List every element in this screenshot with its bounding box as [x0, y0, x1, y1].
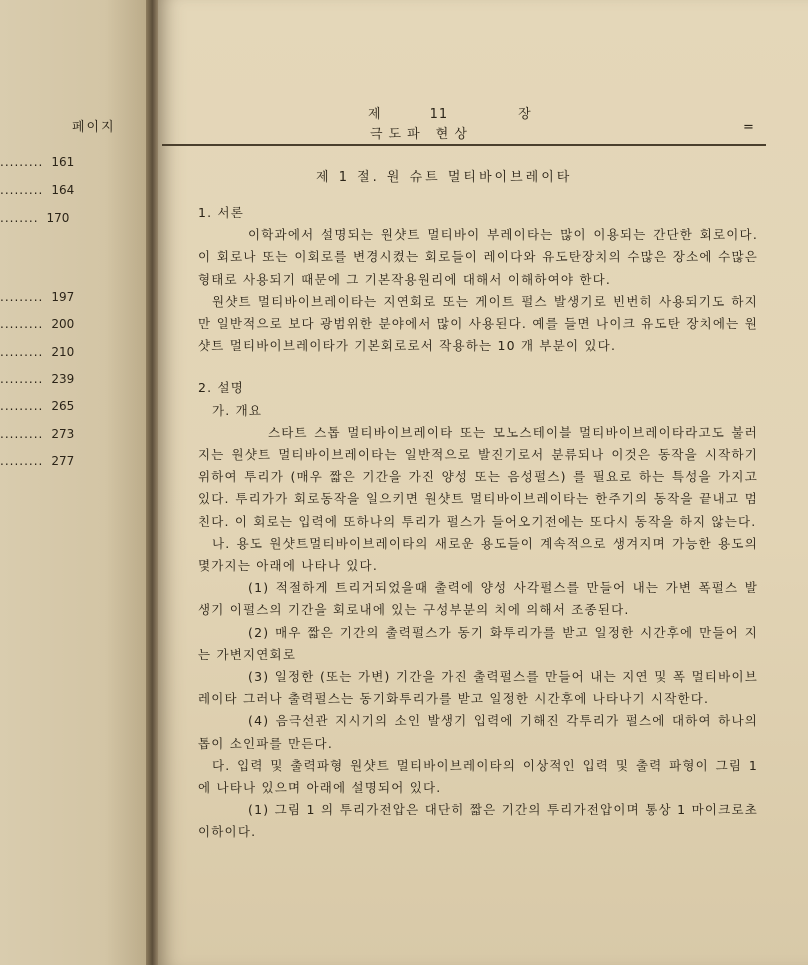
chapter-number: 제 11 장 [368, 107, 532, 122]
subheading-overview: 가. 개요 [212, 402, 263, 418]
list-item: (4) 음극선관 지시기의 소인 발생기 입력에 기해진 각투리가 펄스에 대하여 하나의 톱이 소인파를 만든다. [198, 713, 758, 751]
section-title: 제 1 절. 원 슈트 멀티바이브레이타 [316, 170, 573, 185]
toc-entry: ......... 239 [0, 372, 75, 386]
toc-entry: ......... 161 [0, 155, 75, 169]
toc-entry: ......... 200 [0, 317, 75, 331]
margin-mark: = [743, 120, 754, 135]
chapter-title: 극도파 현상 [370, 127, 473, 142]
toc-entry: ........ 170 [0, 211, 70, 225]
paragraph-waveforms: 다. 입력 및 출력파형 원샷트 멀티바이브레이타의 이상적인 입력 및 출력 파형이 그림 1 에 나타나 있으며 아래에 설명되어 있다. [198, 757, 758, 796]
list-item: (3) 일정한 (또는 가변) 기간을 가진 출력펄스를 만들어 내는 지연 및 폭 멀티바이브 레이타 그러나 출력펄스는 동기화투리가를 받고 일정한 시간후에 나타나기 시작한다. [198, 669, 758, 707]
header-rule [162, 144, 766, 146]
paragraph: 이학과에서 설명되는 원샷트 멀티바이 부레이타는 많이 이용되는 간단한 회로이다. 이 회로나 또는 이회로를 변경시켰는 회로들이 레이다와 유도탄장치의 수많은 장소에 수많은 형태로 사용되기 때문에 그 기본작용원리에 대해서 이해하여야 한다. [198, 227, 758, 287]
spacer [198, 357, 758, 377]
right-page [158, 0, 808, 965]
toc-heading: 페이지 [72, 120, 116, 135]
toc-entry: ......... 210 [0, 345, 75, 359]
paragraph-uses: 나. 용도 원샷트멀티바이브레이타의 새로운 용도들이 계속적으로 생겨지며 가능한 용도의 몇가지는 아래에 나타나 있다. [198, 535, 758, 574]
body-text [198, 202, 758, 844]
paragraph: 원샷트 멀티바이브레이타는 지연회로 또는 게이트 펄스 발생기로 빈번히 사용되기도 하지만 일반적으로 보다 광범위한 분야에서 많이 사용된다. 예를 들면 나이크 유도탄 장치에는 원샷트 멀티바이브레이타가 기본회로로서 작용하는 10 개 부분이 있다. [198, 293, 758, 354]
toc-entry: ......... 197 [0, 290, 75, 304]
list-item: (1) 그림 1 의 투리가전압은 대단히 짧은 기간의 투리가전압이며 통상 1 마이크로초 이하이다. [198, 802, 758, 840]
toc-entry: ......... 273 [0, 427, 75, 441]
toc-entry: ......... 265 [0, 399, 75, 413]
left-page [0, 0, 150, 965]
list-item: (1) 적절하게 트리거되었을때 출력에 양성 사각펄스를 만들어 내는 가변 폭펄스 발생기 이펄스의 기간을 회로내에 있는 구성부분의 치에 의해서 조종된다. [198, 580, 758, 618]
list-item: (2) 매우 짧은 기간의 출력펄스가 동기 화투리가를 받고 일정한 시간후에 만들어 지는 가변지연회로 [198, 624, 758, 662]
toc-entry: ......... 277 [0, 454, 75, 468]
paragraph: 스타트 스톱 멀티바이브레이타 또는 모노스테이블 멀티바이브레이타라고도 불러지는 원샷트 멀티바이브레이타는 일반적으로 발진기로서 분류되나 이것은 동작을 시작하기 위하여 투리가 (매우 짧은 기간을 가진 양성 또는 음성펄스) 를 필요로 하는 특성을 가지고 있다. 투리가가 회로동작을 일으키면 원샷트 멀티바이브레이타는 한주기의 동작을 끝내고 멈친다. 이 회로는 입력에 또하나의 투리가 펄스가 들어오기전에는 또다시 동작을 하지 않는다. [198, 424, 758, 529]
heading-description: 2. 설명 [198, 380, 245, 396]
heading-intro: 1. 서론 [198, 205, 245, 220]
toc-entry: ......... 164 [0, 183, 75, 197]
